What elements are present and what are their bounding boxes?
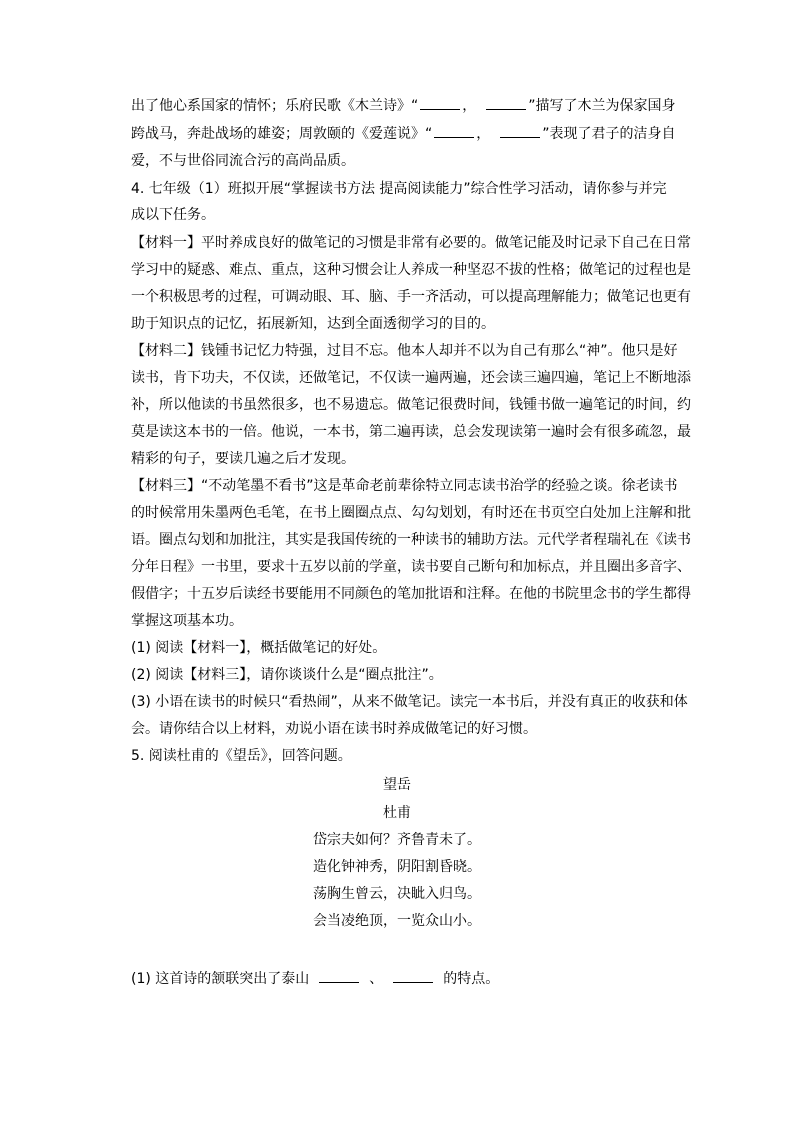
fill-blank[interactable] (393, 968, 433, 983)
material-3-line: 的时候常用朱墨两色毛笔，在书上圈圈点点、勾勾划划，有时还在书页空白处加上注解和批 (131, 505, 691, 521)
fill-blank[interactable] (486, 95, 526, 110)
sub-question-2: (2) 阅读【材料三】，请你谈谈什么是“圈点批注”。 (131, 667, 443, 683)
intro-line-3: 爱，不与世俗同流合污的高尚品质。 (131, 153, 355, 169)
text-segment: 出了他心系国家的情怀；乐府民歌《木兰诗》“ (131, 98, 419, 114)
text-segment: 、 (369, 971, 384, 987)
text-segment: ”表现了君子的洁身自 (542, 126, 676, 142)
text-segment: ， (462, 98, 477, 114)
material-2-line: 补，所以他读的书虽然很多，也不易遗忘。做笔记很费时间，钱锺书做一遍笔记的时间，约 (131, 397, 691, 413)
material-3-line: 掌握这项基本功。 (131, 613, 243, 629)
question-5-intro: 5. 阅读杜甫的《望岳》，回答问题。 (131, 748, 352, 764)
question-5-sub-1 (131, 968, 499, 989)
text-segment: ”描写了木兰为保家国身 (528, 98, 676, 114)
question-4-line-1: 4. 七年级（1）班拟开展“掌握读书方法 提高阅读能力”综合性学习活动，请你参与并完 (131, 181, 667, 197)
poem-line: 岱宗夫如何？齐鲁青未了。 (313, 832, 481, 848)
material-3-line: 【材料三】“不动笔墨不看书”这是革命老前辈徐特立同志读书治学的经验之谈。徐老读书 (131, 478, 678, 494)
poem-title: 望岳 (383, 777, 411, 793)
material-1-line: 学习中的疑惑、难点、重点，这种习惯会让人养成一种坚忍不拔的性格；做笔记的过程也是 (131, 262, 691, 278)
material-3-line: 分年日程》一书里，要求十五岁以前的学童，读书要自己断句和加标点，并且圈出多音字、 (131, 559, 691, 575)
poem-line: 会当凌绝顶，一览众山小。 (313, 913, 481, 929)
text-segment: 的特点。 (443, 971, 500, 987)
sub-question-3-line-1: (3) 小语在读书的时候只“看热闹”，从来不做笔记。读完一本书后，并没有真正的收获和体 (131, 694, 688, 710)
sub-question-3-line-2: 会。请你结合以上材料，劝说小语在读书时养成做笔记的好习惯。 (131, 721, 537, 737)
material-3-line: 假借字；十五岁后读经书要能用不同颜色的笔加批语和注释。在他的书院里念书的学生都得 (131, 586, 691, 602)
question-4-line-2: 成以下任务。 (131, 207, 215, 223)
fill-blank[interactable] (420, 95, 460, 110)
poem-author: 杜甫 (383, 805, 411, 821)
text-segment: ， (476, 126, 491, 142)
fill-blank[interactable] (319, 968, 359, 983)
fill-blank[interactable] (434, 123, 474, 138)
sub-question-1: (1) 阅读【材料一】，概括做笔记的好处。 (131, 640, 387, 656)
material-1-line: 一个积极思考的过程，可调动眼、耳、脑、手一齐活动，可以提高理解能力；做笔记也更有 (131, 289, 691, 305)
intro-line-1 (131, 95, 676, 116)
poem-line: 造化钟神秀，阴阳割昏晓。 (313, 859, 481, 875)
material-2-line: 【材料二】钱锺书记忆力特强，过目不忘。他本人却并不以为自己有那么“神”。他只是好 (131, 343, 678, 359)
fill-blank[interactable] (500, 123, 540, 138)
poem-line: 荡胸生曾云，决眦入归鸟。 (313, 886, 481, 902)
material-2-line: 读书，肯下功夫，不仅读，还做笔记，不仅读一遍两遍，还会读三遍四遍，笔记上不断地添 (131, 370, 691, 386)
text-segment: 跨战马，奔赴战场的雄姿；周敦颐的《爱莲说》“ (131, 126, 433, 142)
intro-line-2 (131, 123, 676, 144)
material-1-line: 助于知识点的记忆，拓展新知，达到全面透彻学习的目的。 (131, 316, 495, 332)
material-3-line: 语。圈点勾划和加批注，其实是我国传统的一种读书的辅助方法。元代学者程瑞礼在《读书 (131, 532, 691, 548)
text-segment: (1) 这首诗的颔联突出了泰山 (131, 971, 310, 987)
material-2-line: 精彩的句子，要读几遍之后才发现。 (131, 451, 355, 467)
material-2-line: 莫是读这本书的一倍。他说，一本书，第二遍再读，总会发现读第一遍时会有很多疏忽，最 (131, 424, 691, 440)
material-1-line: 【材料一】平时养成良好的做笔记的习惯是非常有必要的。做笔记能及时记录下自己在日常 (131, 235, 691, 251)
